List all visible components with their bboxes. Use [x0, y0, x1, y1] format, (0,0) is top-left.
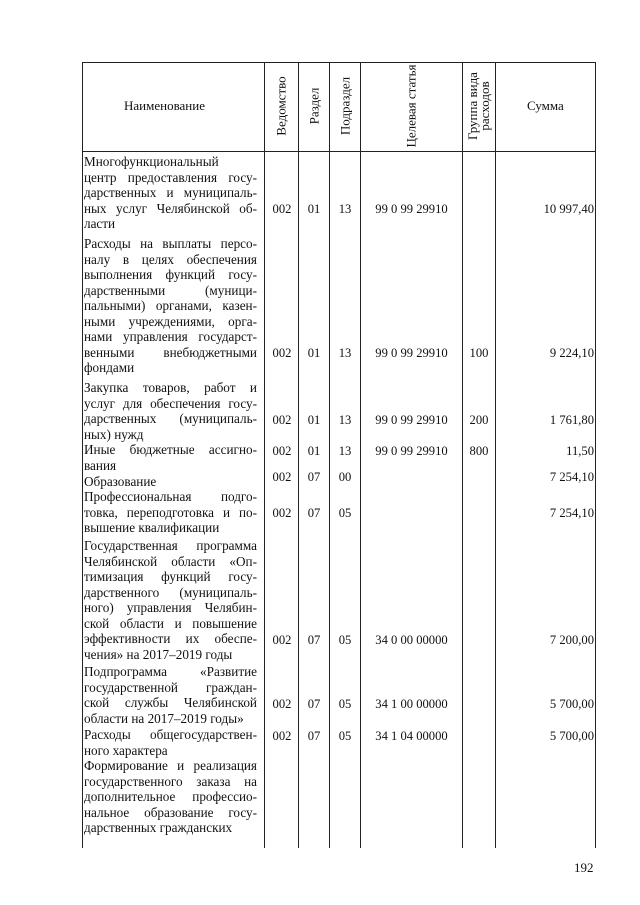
cell-grp: 800	[469, 443, 489, 458]
cell-sum: 7 200,00	[549, 632, 594, 647]
row-name	[84, 758, 257, 836]
cell-raz: 07	[307, 728, 321, 743]
cell-cel: 99 0 99 29910	[375, 412, 448, 427]
row-name-line: пальными) органами, казен-	[84, 298, 257, 313]
row-name	[84, 727, 257, 758]
cell-ved: 002	[272, 412, 292, 427]
cell-sum: 5 700,00	[549, 696, 594, 711]
row-name-line: Расходы общегосударствен-	[84, 727, 257, 742]
row-name-line: дарственных (муниципаль-	[84, 411, 257, 426]
cell-ved: 002	[272, 443, 292, 458]
cell-ved: 002	[272, 632, 292, 647]
col-border-1	[264, 62, 265, 848]
row-name-line: государственного заказа на	[84, 773, 257, 789]
cell-pod: 00	[338, 470, 352, 484]
row-name	[84, 380, 257, 442]
row-name	[84, 538, 257, 662]
row-name-line: Расходы на выплаты персо-	[84, 236, 257, 251]
cell-sum: 5 700,00	[549, 728, 594, 743]
row-name-line: ного) управления Челябин-	[84, 600, 257, 615]
row-name-line: тимизация функций госу-	[84, 569, 257, 584]
cell-raz: 07	[307, 696, 321, 711]
cell-pod: 13	[338, 202, 352, 216]
row-name-line: Профессиональная подго-	[84, 489, 257, 504]
cell-ved: 002	[272, 506, 292, 520]
cell-raz: 01	[307, 412, 321, 427]
row-name-line: Подпрограмма «Развитие	[84, 664, 257, 679]
row-name-line: эффективности их обеспе-	[84, 631, 257, 646]
page-number: 192	[574, 860, 594, 875]
cell-raz: 01	[307, 443, 321, 458]
row-name	[84, 154, 257, 232]
cell-ved: 002	[272, 470, 292, 484]
row-name-line: нами управления государст-	[84, 329, 257, 344]
row-name-line: ных услуг Челябинской об-	[84, 200, 257, 216]
cell-pod: 05	[338, 728, 352, 743]
row-name-line: фондами	[84, 360, 135, 375]
row-name-line: ской области и повышение	[84, 615, 257, 631]
header-bottom-border	[82, 151, 596, 152]
cell-ved: 002	[272, 696, 292, 711]
row-name-line: Государственная программа	[84, 538, 257, 553]
row-name-line: венными внебюджетными	[84, 344, 257, 360]
row-name	[84, 664, 257, 726]
row-name-line: Челябинской области «Оп-	[84, 553, 257, 569]
cell-grp: 100	[469, 346, 489, 360]
cell-raz: 01	[307, 346, 321, 360]
cell-raz: 07	[307, 632, 321, 647]
header-vedomstvo: Ведомство	[273, 76, 289, 136]
header-gruppa	[467, 63, 491, 149]
cell-ved: 002	[272, 202, 292, 216]
cell-sum: 11,50	[566, 443, 594, 458]
row-name	[84, 474, 257, 490]
cell-grp: 200	[469, 412, 489, 427]
row-name-line: выполнения функций госу-	[84, 267, 257, 282]
cell-raz: 01	[307, 202, 321, 216]
cell-cel: 99 0 99 29910	[375, 346, 448, 360]
header-razdel: Раздел	[306, 87, 322, 125]
cell-sum: 7 254,10	[549, 470, 594, 484]
cell-sum: 1 761,80	[549, 412, 594, 427]
cell-pod: 05	[338, 696, 352, 711]
row-name-line: дополнительное профессио-	[84, 789, 257, 804]
row-name-line: вания	[84, 457, 117, 473]
row-name-line: Закупка товаров, работ и	[84, 380, 257, 395]
header-celevaya	[405, 63, 418, 149]
table-top-border	[82, 62, 596, 63]
cell-sum: 10 997,40	[543, 202, 594, 216]
row-name-line: Иные бюджетные ассигно-	[84, 442, 257, 457]
col-border-0	[82, 62, 83, 848]
header-summa: Сумма	[527, 98, 564, 113]
row-name-line: ными учреждениями, орга-	[84, 313, 257, 329]
header-gruppa-text: Группа вида расходов	[465, 72, 492, 140]
row-name-line: государственной граждан-	[84, 679, 257, 695]
row-name-line: ласти	[84, 216, 116, 231]
cell-pod: 05	[338, 506, 352, 520]
header-celevaya-text: Целевая статья	[403, 64, 419, 148]
cell-ved: 002	[272, 346, 292, 360]
cell-cel: 34 1 00 00000	[375, 696, 448, 711]
header-name: Наименование	[124, 98, 205, 113]
row-name	[84, 442, 257, 473]
row-name-line: ской службы Челябинской	[84, 695, 257, 710]
row-name-line: нальное образование госу-	[84, 804, 257, 820]
cell-cel: 34 0 00 00000	[375, 632, 448, 647]
row-name	[84, 236, 257, 376]
row-name-line: дарственных и муниципаль-	[84, 185, 257, 200]
row-name-line: центр предоставления госу-	[84, 169, 257, 185]
cell-pod: 13	[338, 443, 352, 458]
row-name-line: дарственных гражданских	[84, 820, 233, 835]
row-name-line: ных) нужд	[84, 426, 144, 442]
cell-cel: 99 0 99 29910	[375, 443, 448, 458]
cell-sum: 7 254,10	[549, 506, 594, 520]
cell-pod: 13	[338, 412, 352, 427]
row-name-line: области на 2017–2019 годы»	[84, 710, 244, 726]
row-name-line: налу в целях обеспечения	[84, 251, 257, 267]
row-name-line: услуг для обеспечения госу-	[84, 395, 257, 411]
row-name-line: чения» на 2017–2019 годы	[84, 646, 233, 662]
row-name-line: вышение квалификации	[84, 520, 220, 535]
row-name	[84, 489, 257, 536]
cell-pod: 13	[338, 346, 352, 360]
row-name-line: ного характера	[84, 742, 168, 758]
row-name-line: дарственного (муниципаль-	[84, 584, 257, 600]
cell-cel: 99 0 99 29910	[375, 202, 448, 216]
cell-ved: 002	[272, 728, 292, 743]
cell-pod: 05	[338, 632, 352, 647]
col-border-7	[595, 62, 596, 848]
cell-cel: 34 1 04 00000	[375, 728, 448, 743]
row-name-line: товка, переподготовка и по-	[84, 504, 257, 520]
cell-raz: 07	[307, 506, 321, 520]
row-name-line: Формирование и реализация	[84, 758, 257, 773]
cell-raz: 07	[307, 470, 321, 484]
cell-sum: 9 224,10	[549, 346, 594, 360]
header-podrazdel: Подраздел	[337, 76, 353, 136]
row-name-line: дарственными (муници-	[84, 282, 257, 298]
row-name-line: Образование	[84, 474, 157, 489]
row-name-line: Многофункциональный	[84, 154, 219, 169]
